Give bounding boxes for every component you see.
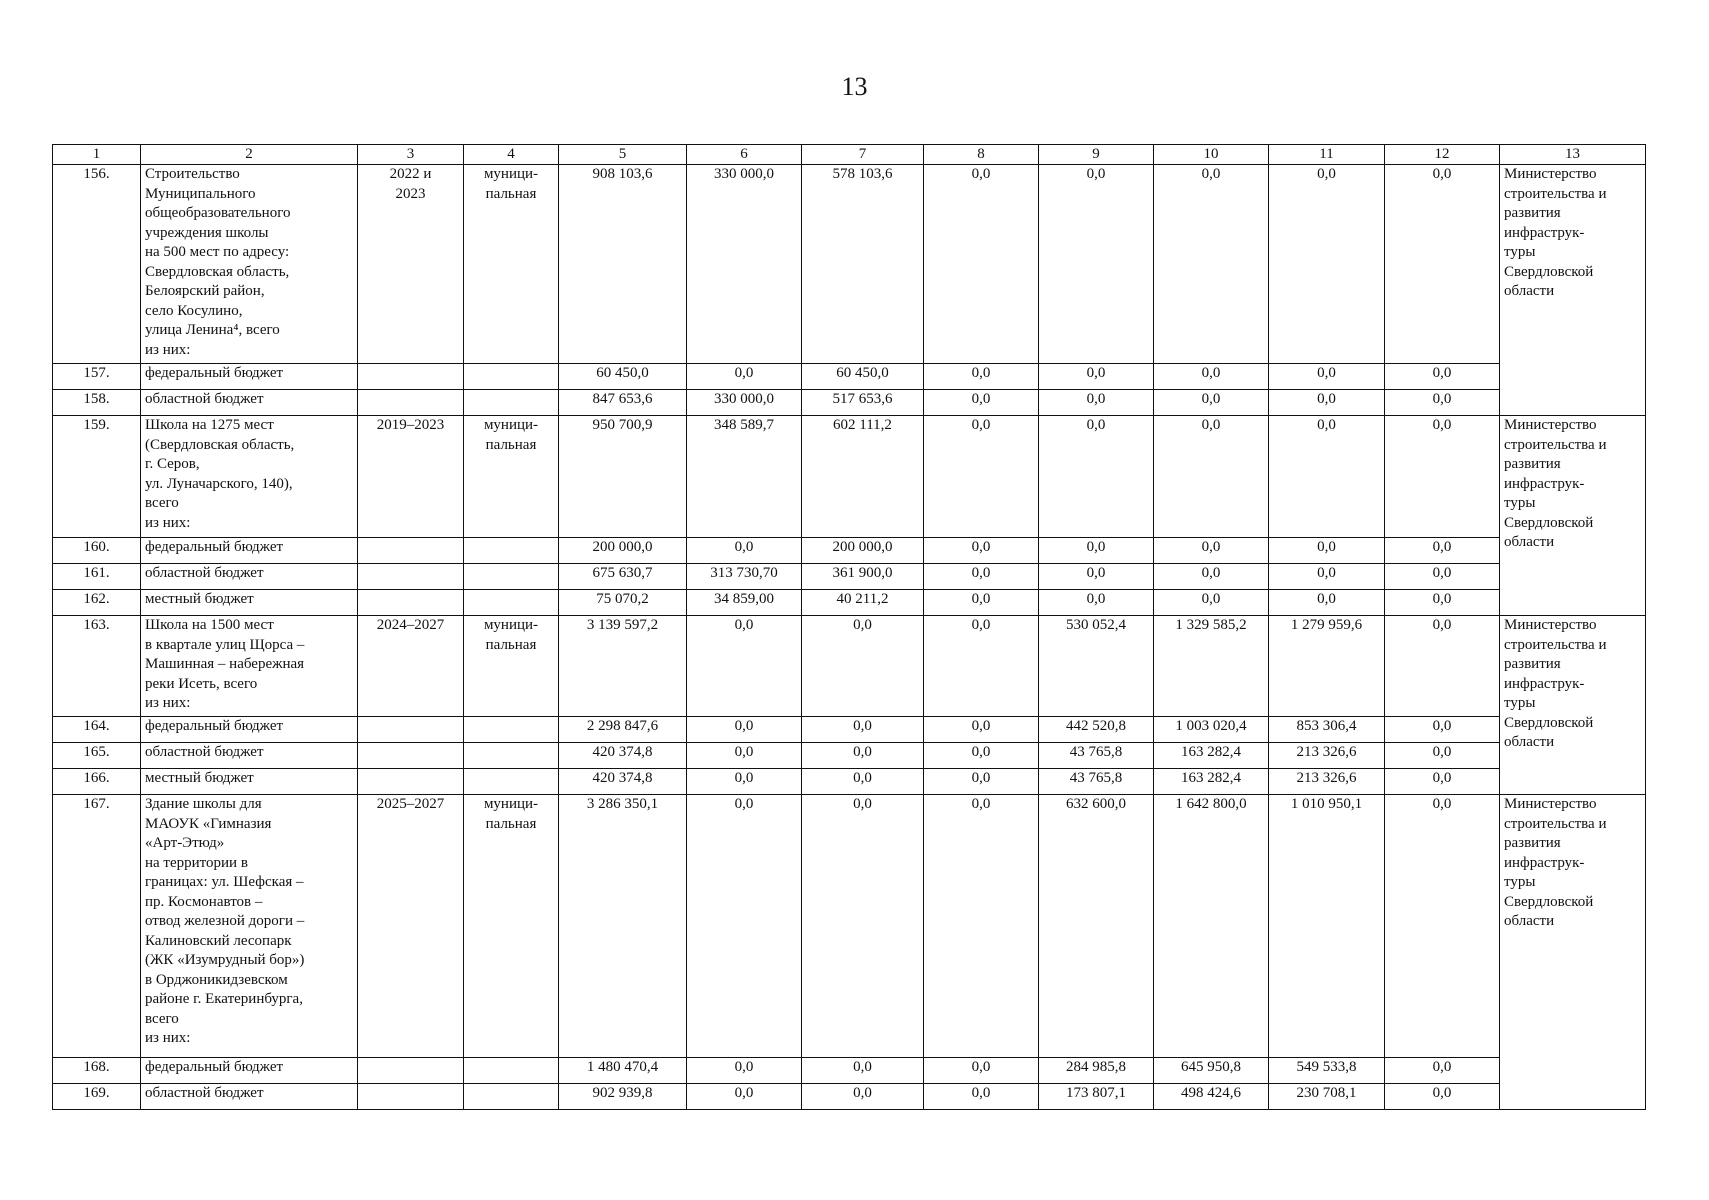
value-cell: 0,0 bbox=[1385, 717, 1500, 743]
table-row bbox=[53, 538, 1646, 564]
value-cell: 43 765,8 bbox=[1039, 769, 1154, 795]
responsible-body: Министерство строительства и развития инфраструк- туры Свердловской области bbox=[1500, 616, 1646, 795]
implementation-years bbox=[358, 1058, 464, 1084]
value-cell: 0,0 bbox=[1039, 364, 1154, 390]
value-cell: 0,0 bbox=[687, 364, 802, 390]
value-cell: 0,0 bbox=[1385, 743, 1500, 769]
value-cell: 0,0 bbox=[1039, 564, 1154, 590]
value-cell: 847 653,6 bbox=[559, 390, 687, 416]
column-header-9: 9 bbox=[1039, 145, 1154, 165]
value-cell: 530 052,4 bbox=[1039, 616, 1154, 717]
table-row bbox=[53, 769, 1646, 795]
value-cell: 173 807,1 bbox=[1039, 1084, 1154, 1110]
value-cell: 549 533,8 bbox=[1269, 1058, 1385, 1084]
budget-source: федеральный бюджет bbox=[141, 1058, 358, 1084]
value-cell: 0,0 bbox=[924, 743, 1039, 769]
column-header-1: 1 bbox=[53, 145, 141, 165]
value-cell: 0,0 bbox=[924, 795, 1039, 1058]
budget-source: областной бюджет bbox=[141, 564, 358, 590]
value-cell: 498 424,6 bbox=[1154, 1084, 1269, 1110]
value-cell: 0,0 bbox=[924, 416, 1039, 538]
value-cell: 0,0 bbox=[1385, 590, 1500, 616]
value-cell: 0,0 bbox=[924, 590, 1039, 616]
value-cell: 0,0 bbox=[1039, 538, 1154, 564]
table-row bbox=[53, 743, 1646, 769]
ownership-form bbox=[464, 564, 559, 590]
implementation-years bbox=[358, 743, 464, 769]
object-name: Здание школы для МАОУК «Гимназия «Арт-Этюд» на территории в границах: ул. Шефская – пр. Космонавтов – отвод железной дороги – Калиновский лесопарк (ЖК «Изумрудный бор») в Орджоникидзевском районе г. Екатеринбурга, всего из них: bbox=[141, 795, 358, 1058]
value-cell: 0,0 bbox=[1154, 165, 1269, 364]
value-cell: 1 003 020,4 bbox=[1154, 717, 1269, 743]
ownership-form bbox=[464, 390, 559, 416]
value-cell: 0,0 bbox=[924, 769, 1039, 795]
responsible-body: Министерство строительства и развития инфраструк- туры Свердловской области bbox=[1500, 165, 1646, 416]
value-cell: 517 653,6 bbox=[802, 390, 924, 416]
row-number: 164. bbox=[53, 717, 141, 743]
implementation-years bbox=[358, 364, 464, 390]
object-name: Школа на 1275 мест (Свердловская область, г. Серов, ул. Луначарского, 140), всего из них: bbox=[141, 416, 358, 538]
value-cell: 0,0 bbox=[1269, 538, 1385, 564]
value-cell: 0,0 bbox=[1154, 390, 1269, 416]
ownership-form: муници- пальная bbox=[464, 616, 559, 717]
value-cell: 330 000,0 bbox=[687, 390, 802, 416]
value-cell: 163 282,4 bbox=[1154, 769, 1269, 795]
table-row bbox=[53, 390, 1646, 416]
row-number: 166. bbox=[53, 769, 141, 795]
table-row bbox=[53, 416, 1646, 538]
value-cell: 902 939,8 bbox=[559, 1084, 687, 1110]
column-header-10: 10 bbox=[1154, 145, 1269, 165]
value-cell: 0,0 bbox=[1385, 616, 1500, 717]
implementation-years: 2022 и 2023 bbox=[358, 165, 464, 364]
value-cell: 0,0 bbox=[1039, 165, 1154, 364]
column-header-6: 6 bbox=[687, 145, 802, 165]
value-cell: 0,0 bbox=[1039, 390, 1154, 416]
value-cell: 330 000,0 bbox=[687, 165, 802, 364]
ownership-form bbox=[464, 769, 559, 795]
ownership-form: муници- пальная bbox=[464, 416, 559, 538]
value-cell: 0,0 bbox=[1385, 165, 1500, 364]
value-cell: 0,0 bbox=[802, 795, 924, 1058]
value-cell: 0,0 bbox=[687, 538, 802, 564]
object-name: Школа на 1500 мест в квартале улиц Щорса – Машинная – набережная реки Исеть, всего из них: bbox=[141, 616, 358, 717]
value-cell: 0,0 bbox=[924, 165, 1039, 364]
value-cell: 43 765,8 bbox=[1039, 743, 1154, 769]
value-cell: 0,0 bbox=[1385, 1084, 1500, 1110]
value-cell: 602 111,2 bbox=[802, 416, 924, 538]
table-row bbox=[53, 1058, 1646, 1084]
implementation-years bbox=[358, 1084, 464, 1110]
value-cell: 0,0 bbox=[1269, 416, 1385, 538]
value-cell: 361 900,0 bbox=[802, 564, 924, 590]
value-cell: 213 326,6 bbox=[1269, 769, 1385, 795]
value-cell: 0,0 bbox=[924, 1058, 1039, 1084]
implementation-years: 2024–2027 bbox=[358, 616, 464, 717]
ownership-form bbox=[464, 743, 559, 769]
value-cell: 0,0 bbox=[924, 1084, 1039, 1110]
value-cell: 0,0 bbox=[802, 1084, 924, 1110]
value-cell: 0,0 bbox=[1385, 390, 1500, 416]
value-cell: 0,0 bbox=[1385, 538, 1500, 564]
value-cell: 0,0 bbox=[1385, 564, 1500, 590]
implementation-years bbox=[358, 717, 464, 743]
budget-source: областной бюджет bbox=[141, 390, 358, 416]
value-cell: 645 950,8 bbox=[1154, 1058, 1269, 1084]
value-cell: 200 000,0 bbox=[802, 538, 924, 564]
value-cell: 0,0 bbox=[1154, 564, 1269, 590]
ownership-form bbox=[464, 538, 559, 564]
value-cell: 420 374,8 bbox=[559, 743, 687, 769]
value-cell: 75 070,2 bbox=[559, 590, 687, 616]
value-cell: 0,0 bbox=[1154, 364, 1269, 390]
column-header-5: 5 bbox=[559, 145, 687, 165]
implementation-years bbox=[358, 564, 464, 590]
value-cell: 0,0 bbox=[687, 616, 802, 717]
value-cell: 0,0 bbox=[924, 616, 1039, 717]
value-cell: 313 730,70 bbox=[687, 564, 802, 590]
header-row bbox=[53, 145, 1646, 165]
value-cell: 632 600,0 bbox=[1039, 795, 1154, 1058]
value-cell: 0,0 bbox=[1269, 390, 1385, 416]
table-row bbox=[53, 1084, 1646, 1110]
column-header-2: 2 bbox=[141, 145, 358, 165]
table-row bbox=[53, 590, 1646, 616]
value-cell: 0,0 bbox=[924, 564, 1039, 590]
budget-source: областной бюджет bbox=[141, 1084, 358, 1110]
row-number: 159. bbox=[53, 416, 141, 538]
row-number: 169. bbox=[53, 1084, 141, 1110]
value-cell: 853 306,4 bbox=[1269, 717, 1385, 743]
value-cell: 1 480 470,4 bbox=[559, 1058, 687, 1084]
value-cell: 0,0 bbox=[1269, 165, 1385, 364]
value-cell: 0,0 bbox=[1385, 1058, 1500, 1084]
value-cell: 0,0 bbox=[687, 743, 802, 769]
table-row bbox=[53, 364, 1646, 390]
value-cell: 675 630,7 bbox=[559, 564, 687, 590]
implementation-years bbox=[358, 769, 464, 795]
object-name: Строительство Муниципального общеобразовательного учреждения школы на 500 мест по адресу: Свердловская область, Белоярский район, село Косулино, улица Ленина⁴, всего из них: bbox=[141, 165, 358, 364]
column-header-11: 11 bbox=[1269, 145, 1385, 165]
table-row bbox=[53, 717, 1646, 743]
value-cell: 0,0 bbox=[924, 364, 1039, 390]
value-cell: 0,0 bbox=[687, 769, 802, 795]
value-cell: 3 139 597,2 bbox=[559, 616, 687, 717]
row-number: 163. bbox=[53, 616, 141, 717]
budget-source: местный бюджет bbox=[141, 769, 358, 795]
value-cell: 163 282,4 bbox=[1154, 743, 1269, 769]
value-cell: 0,0 bbox=[1039, 416, 1154, 538]
value-cell: 60 450,0 bbox=[559, 364, 687, 390]
value-cell: 578 103,6 bbox=[802, 165, 924, 364]
column-header-4: 4 bbox=[464, 145, 559, 165]
value-cell: 0,0 bbox=[687, 795, 802, 1058]
responsible-body: Министерство строительства и развития инфраструк- туры Свердловской области bbox=[1500, 416, 1646, 616]
value-cell: 0,0 bbox=[1269, 590, 1385, 616]
value-cell: 1 642 800,0 bbox=[1154, 795, 1269, 1058]
value-cell: 0,0 bbox=[1154, 538, 1269, 564]
row-number: 156. bbox=[53, 165, 141, 364]
value-cell: 2 298 847,6 bbox=[559, 717, 687, 743]
ownership-form bbox=[464, 717, 559, 743]
budget-table bbox=[52, 144, 1646, 1110]
row-number: 162. bbox=[53, 590, 141, 616]
budget-source: федеральный бюджет bbox=[141, 538, 358, 564]
value-cell: 950 700,9 bbox=[559, 416, 687, 538]
column-header-7: 7 bbox=[802, 145, 924, 165]
row-number: 167. bbox=[53, 795, 141, 1058]
value-cell: 0,0 bbox=[687, 717, 802, 743]
budget-source: местный бюджет bbox=[141, 590, 358, 616]
value-cell: 0,0 bbox=[802, 717, 924, 743]
value-cell: 0,0 bbox=[687, 1058, 802, 1084]
budget-source: федеральный бюджет bbox=[141, 364, 358, 390]
value-cell: 284 985,8 bbox=[1039, 1058, 1154, 1084]
value-cell: 0,0 bbox=[687, 1084, 802, 1110]
implementation-years: 2025–2027 bbox=[358, 795, 464, 1058]
value-cell: 230 708,1 bbox=[1269, 1084, 1385, 1110]
value-cell: 908 103,6 bbox=[559, 165, 687, 364]
value-cell: 0,0 bbox=[924, 390, 1039, 416]
ownership-form bbox=[464, 590, 559, 616]
column-header-12: 12 bbox=[1385, 145, 1500, 165]
value-cell: 0,0 bbox=[1269, 564, 1385, 590]
value-cell: 0,0 bbox=[1039, 590, 1154, 616]
column-header-3: 3 bbox=[358, 145, 464, 165]
value-cell: 3 286 350,1 bbox=[559, 795, 687, 1058]
value-cell: 0,0 bbox=[924, 717, 1039, 743]
column-header-8: 8 bbox=[924, 145, 1039, 165]
value-cell: 0,0 bbox=[1269, 364, 1385, 390]
value-cell: 0,0 bbox=[1385, 795, 1500, 1058]
value-cell: 0,0 bbox=[1154, 590, 1269, 616]
value-cell: 1 279 959,6 bbox=[1269, 616, 1385, 717]
value-cell: 0,0 bbox=[802, 1058, 924, 1084]
ownership-form bbox=[464, 1084, 559, 1110]
table-row bbox=[53, 616, 1646, 717]
row-number: 165. bbox=[53, 743, 141, 769]
value-cell: 1 329 585,2 bbox=[1154, 616, 1269, 717]
value-cell: 0,0 bbox=[802, 769, 924, 795]
ownership-form bbox=[464, 1058, 559, 1084]
value-cell: 200 000,0 bbox=[559, 538, 687, 564]
value-cell: 0,0 bbox=[1385, 364, 1500, 390]
implementation-years bbox=[358, 538, 464, 564]
responsible-body: Министерство строительства и развития инфраструк- туры Свердловской области bbox=[1500, 795, 1646, 1110]
value-cell: 0,0 bbox=[802, 743, 924, 769]
value-cell: 0,0 bbox=[1385, 416, 1500, 538]
table-row bbox=[53, 165, 1646, 364]
row-number: 168. bbox=[53, 1058, 141, 1084]
row-number: 158. bbox=[53, 390, 141, 416]
budget-source: федеральный бюджет bbox=[141, 717, 358, 743]
row-number: 160. bbox=[53, 538, 141, 564]
value-cell: 0,0 bbox=[1385, 769, 1500, 795]
implementation-years bbox=[358, 390, 464, 416]
row-number: 161. bbox=[53, 564, 141, 590]
ownership-form: муници- пальная bbox=[464, 165, 559, 364]
value-cell: 60 450,0 bbox=[802, 364, 924, 390]
ownership-form: муници- пальная bbox=[464, 795, 559, 1058]
value-cell: 213 326,6 bbox=[1269, 743, 1385, 769]
value-cell: 420 374,8 bbox=[559, 769, 687, 795]
column-header-13: 13 bbox=[1500, 145, 1646, 165]
value-cell: 0,0 bbox=[802, 616, 924, 717]
value-cell: 348 589,7 bbox=[687, 416, 802, 538]
implementation-years bbox=[358, 590, 464, 616]
page-number: 13 bbox=[841, 72, 868, 101]
table-row bbox=[53, 564, 1646, 590]
value-cell: 0,0 bbox=[924, 538, 1039, 564]
value-cell: 0,0 bbox=[1154, 416, 1269, 538]
value-cell: 442 520,8 bbox=[1039, 717, 1154, 743]
implementation-years: 2019–2023 bbox=[358, 416, 464, 538]
value-cell: 34 859,00 bbox=[687, 590, 802, 616]
budget-source: областной бюджет bbox=[141, 743, 358, 769]
row-number: 157. bbox=[53, 364, 141, 390]
ownership-form bbox=[464, 364, 559, 390]
value-cell: 40 211,2 bbox=[802, 590, 924, 616]
value-cell: 1 010 950,1 bbox=[1269, 795, 1385, 1058]
table-row bbox=[53, 795, 1646, 1058]
